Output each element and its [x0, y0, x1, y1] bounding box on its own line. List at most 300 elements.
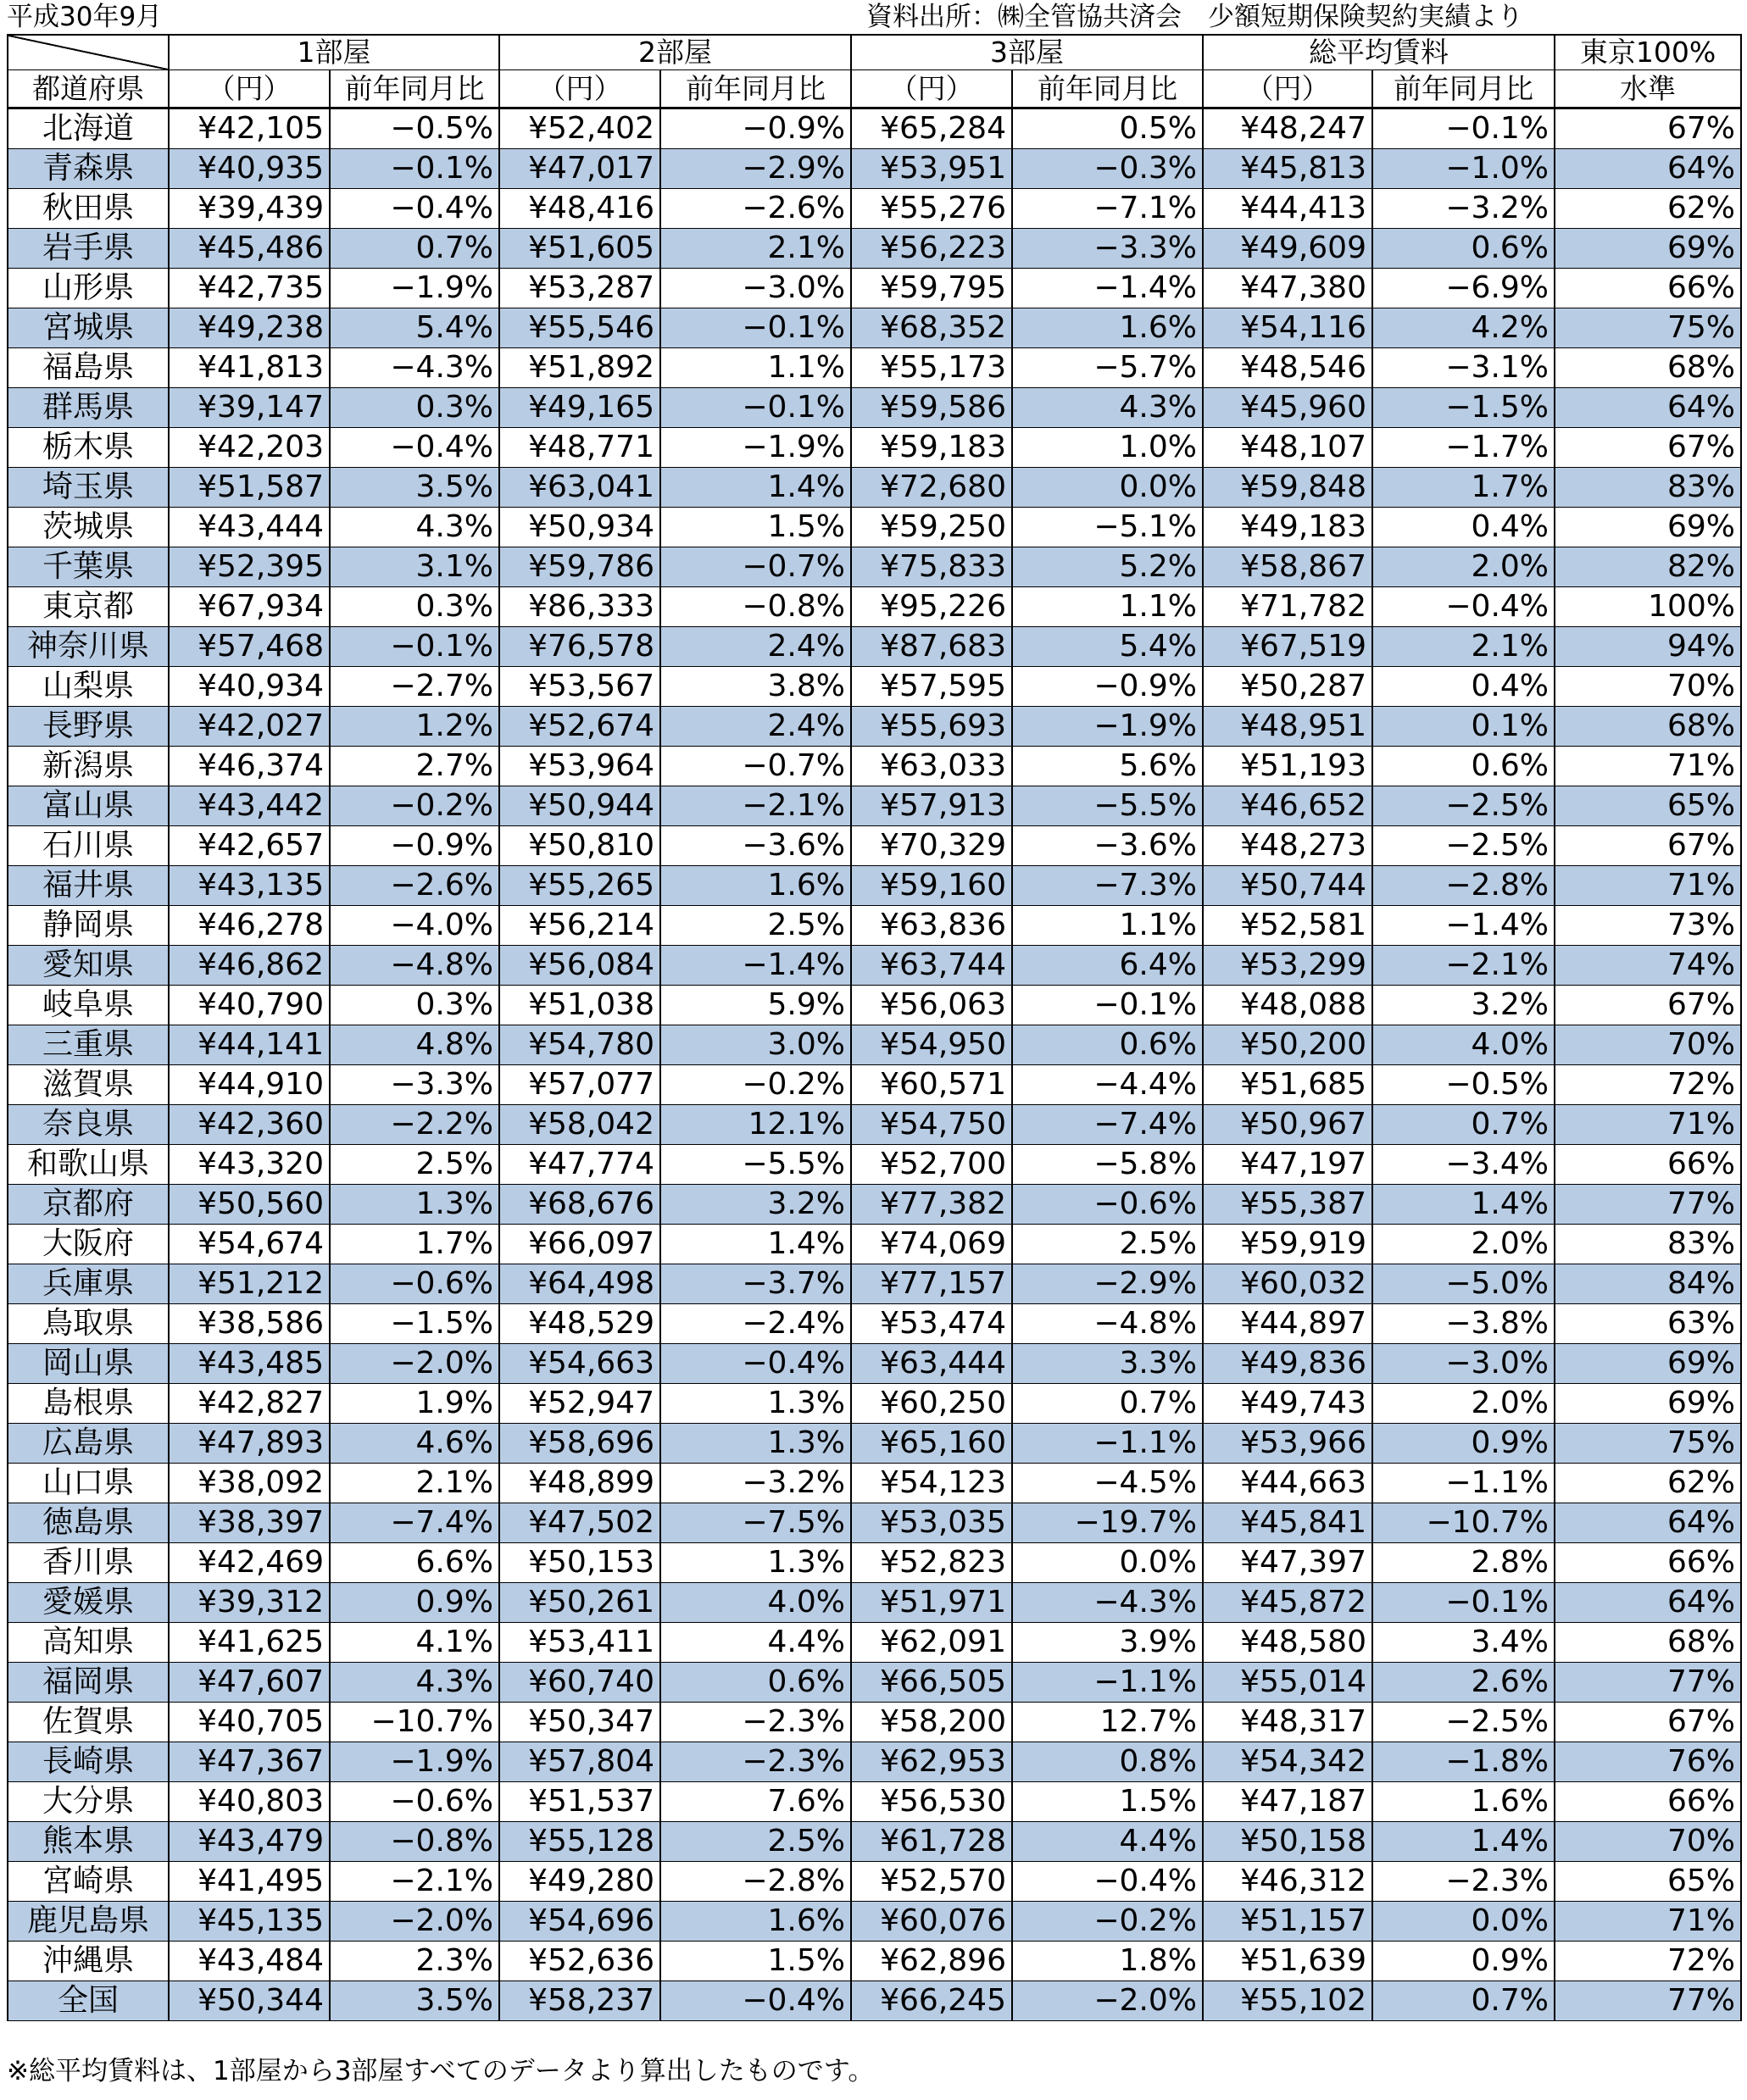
- value-cell: 0.7%: [1372, 1981, 1555, 2021]
- value-cell: −0.1%: [330, 149, 499, 189]
- value-cell: ¥52,636: [499, 1942, 660, 1981]
- table-row: [8, 986, 1741, 1025]
- value-cell: ¥59,795: [851, 269, 1012, 308]
- value-cell: 0.3%: [330, 587, 499, 627]
- value-cell: 0.6%: [1372, 229, 1555, 269]
- value-cell: ¥50,967: [1203, 1105, 1372, 1145]
- value-cell: ¥47,367: [169, 1742, 330, 1782]
- value-cell: 12.7%: [1012, 1703, 1203, 1742]
- value-cell: 2.1%: [330, 1464, 499, 1503]
- value-cell: 2.5%: [660, 906, 851, 946]
- value-cell: −4.0%: [330, 906, 499, 946]
- value-cell: ¥63,744: [851, 946, 1012, 986]
- table-row: [8, 149, 1741, 189]
- value-cell: −4.3%: [330, 348, 499, 388]
- value-cell: 65%: [1555, 1862, 1741, 1902]
- value-cell: 1.6%: [660, 866, 851, 906]
- prefecture-cell: 山口県: [8, 1464, 169, 1503]
- value-cell: ¥43,135: [169, 866, 330, 906]
- value-cell: ¥55,128: [499, 1822, 660, 1862]
- value-cell: −0.1%: [330, 627, 499, 667]
- value-cell: −2.1%: [1372, 946, 1555, 986]
- value-cell: ¥46,374: [169, 747, 330, 786]
- value-cell: 6.6%: [330, 1543, 499, 1583]
- value-cell: ¥57,468: [169, 627, 330, 667]
- value-cell: ¥44,663: [1203, 1464, 1372, 1503]
- value-cell: ¥43,320: [169, 1145, 330, 1185]
- value-cell: 0.0%: [1012, 468, 1203, 508]
- value-cell: 4.3%: [330, 1663, 499, 1703]
- value-cell: 0.4%: [1372, 508, 1555, 547]
- value-cell: 1.0%: [1012, 428, 1203, 468]
- value-cell: −2.5%: [1372, 826, 1555, 866]
- value-cell: −3.2%: [660, 1464, 851, 1503]
- value-cell: ¥47,774: [499, 1145, 660, 1185]
- value-cell: −2.6%: [660, 189, 851, 229]
- value-cell: 68%: [1555, 707, 1741, 747]
- value-cell: 77%: [1555, 1663, 1741, 1703]
- value-cell: 0.9%: [330, 1583, 499, 1623]
- value-cell: ¥50,158: [1203, 1822, 1372, 1862]
- value-cell: ¥60,571: [851, 1065, 1012, 1105]
- prefecture-cell: 沖縄県: [8, 1942, 169, 1981]
- table-row: [8, 108, 1741, 149]
- value-cell: 1.3%: [660, 1543, 851, 1583]
- value-cell: 73%: [1555, 906, 1741, 946]
- value-cell: 0.7%: [330, 229, 499, 269]
- table-row: [8, 1742, 1741, 1782]
- value-cell: ¥61,728: [851, 1822, 1012, 1862]
- value-cell: ¥49,183: [1203, 508, 1372, 547]
- value-cell: ¥45,841: [1203, 1503, 1372, 1543]
- value-cell: 1.6%: [660, 1902, 851, 1942]
- value-cell: ¥65,160: [851, 1424, 1012, 1464]
- value-cell: −3.6%: [1012, 826, 1203, 866]
- value-cell: ¥48,317: [1203, 1703, 1372, 1742]
- value-cell: ¥62,953: [851, 1742, 1012, 1782]
- value-cell: −0.3%: [1012, 149, 1203, 189]
- value-cell: 1.4%: [1372, 1185, 1555, 1225]
- value-cell: 2.5%: [660, 1822, 851, 1862]
- value-cell: ¥56,530: [851, 1782, 1012, 1822]
- value-cell: 2.0%: [1372, 547, 1555, 587]
- value-cell: −7.4%: [1012, 1105, 1203, 1145]
- value-cell: ¥49,609: [1203, 229, 1372, 269]
- value-cell: 1.1%: [1012, 587, 1203, 627]
- value-cell: 1.2%: [330, 707, 499, 747]
- value-cell: ¥67,519: [1203, 627, 1372, 667]
- value-cell: −3.2%: [1372, 189, 1555, 229]
- value-cell: 0.9%: [1372, 1942, 1555, 1981]
- value-cell: ¥47,187: [1203, 1782, 1372, 1822]
- value-cell: ¥67,934: [169, 587, 330, 627]
- prefecture-cell: 福井県: [8, 866, 169, 906]
- value-cell: −3.0%: [1372, 1344, 1555, 1384]
- value-cell: ¥60,250: [851, 1384, 1012, 1424]
- prefecture-cell: 茨城県: [8, 508, 169, 547]
- value-cell: 0.5%: [1012, 108, 1203, 149]
- value-cell: −1.5%: [1372, 388, 1555, 428]
- prefecture-cell: 熊本県: [8, 1822, 169, 1862]
- value-cell: 3.3%: [1012, 1344, 1203, 1384]
- value-cell: ¥48,088: [1203, 986, 1372, 1025]
- table-row: [8, 348, 1741, 388]
- value-cell: 67%: [1555, 428, 1741, 468]
- table-row: [8, 508, 1741, 547]
- value-cell: −0.8%: [330, 1822, 499, 1862]
- value-cell: 63%: [1555, 1304, 1741, 1344]
- table-row: [8, 786, 1741, 826]
- value-cell: ¥72,680: [851, 468, 1012, 508]
- value-cell: ¥50,560: [169, 1185, 330, 1225]
- table-row: [8, 826, 1741, 866]
- value-cell: ¥43,484: [169, 1942, 330, 1981]
- prefecture-cell: 広島県: [8, 1424, 169, 1464]
- value-cell: −0.2%: [660, 1065, 851, 1105]
- value-cell: 69%: [1555, 1344, 1741, 1384]
- value-cell: 0.9%: [1372, 1424, 1555, 1464]
- table-row: [8, 1065, 1741, 1105]
- value-cell: 1.5%: [660, 1942, 851, 1981]
- value-cell: ¥54,674: [169, 1225, 330, 1264]
- value-cell: ¥47,502: [499, 1503, 660, 1543]
- value-cell: 4.0%: [1372, 1025, 1555, 1065]
- prefecture-cell: 鹿児島県: [8, 1902, 169, 1942]
- prefecture-cell: 大分県: [8, 1782, 169, 1822]
- value-cell: 71%: [1555, 1902, 1741, 1942]
- value-cell: 0.8%: [1012, 1742, 1203, 1782]
- value-cell: −3.3%: [1012, 229, 1203, 269]
- table-row: [8, 1782, 1741, 1822]
- value-cell: ¥40,790: [169, 986, 330, 1025]
- value-cell: −0.5%: [1372, 1065, 1555, 1105]
- table-row: [8, 1025, 1741, 1065]
- value-cell: 64%: [1555, 1503, 1741, 1543]
- value-cell: ¥51,157: [1203, 1902, 1372, 1942]
- prefecture-cell: 青森県: [8, 149, 169, 189]
- value-cell: −4.4%: [1012, 1065, 1203, 1105]
- prefecture-cell: 岐阜県: [8, 986, 169, 1025]
- value-cell: 0.6%: [1372, 747, 1555, 786]
- value-cell: ¥44,413: [1203, 189, 1372, 229]
- rent-table: [7, 34, 1742, 2021]
- value-cell: 5.6%: [1012, 747, 1203, 786]
- value-cell: ¥45,135: [169, 1902, 330, 1942]
- value-cell: 1.4%: [660, 1225, 851, 1264]
- value-cell: ¥63,041: [499, 468, 660, 508]
- value-cell: 4.2%: [1372, 308, 1555, 348]
- value-cell: 0.4%: [1372, 667, 1555, 707]
- value-cell: ¥51,193: [1203, 747, 1372, 786]
- value-cell: ¥59,160: [851, 866, 1012, 906]
- table-row: [8, 667, 1741, 707]
- table-row: [8, 1503, 1741, 1543]
- value-cell: 2.6%: [1372, 1663, 1555, 1703]
- value-cell: 1.6%: [1012, 308, 1203, 348]
- value-cell: ¥43,444: [169, 508, 330, 547]
- value-cell: 67%: [1555, 1703, 1741, 1742]
- value-cell: −3.0%: [660, 269, 851, 308]
- value-cell: 66%: [1555, 1145, 1741, 1185]
- value-cell: −2.0%: [330, 1344, 499, 1384]
- value-cell: 0.3%: [330, 986, 499, 1025]
- value-cell: −5.8%: [1012, 1145, 1203, 1185]
- prefecture-cell: 埼玉県: [8, 468, 169, 508]
- prefecture-cell: 和歌山県: [8, 1145, 169, 1185]
- prefecture-cell: 新潟県: [8, 747, 169, 786]
- value-cell: −0.6%: [330, 1782, 499, 1822]
- value-cell: −0.1%: [1372, 108, 1555, 149]
- value-cell: 3.5%: [330, 1981, 499, 2021]
- value-cell: ¥50,287: [1203, 667, 1372, 707]
- value-cell: ¥51,537: [499, 1782, 660, 1822]
- value-cell: −5.7%: [1012, 348, 1203, 388]
- table-row: [8, 1344, 1741, 1384]
- value-cell: ¥55,173: [851, 348, 1012, 388]
- table-row: [8, 1384, 1741, 1424]
- value-cell: 83%: [1555, 468, 1741, 508]
- value-cell: ¥56,223: [851, 229, 1012, 269]
- value-cell: ¥55,014: [1203, 1663, 1372, 1703]
- value-cell: ¥47,017: [499, 149, 660, 189]
- value-cell: −7.1%: [1012, 189, 1203, 229]
- value-cell: ¥40,935: [169, 149, 330, 189]
- value-cell: ¥59,919: [1203, 1225, 1372, 1264]
- value-cell: 65%: [1555, 786, 1741, 826]
- value-cell: 74%: [1555, 946, 1741, 986]
- column-header: （円）: [851, 70, 1012, 108]
- value-cell: ¥59,786: [499, 547, 660, 587]
- table-row: [8, 1822, 1741, 1862]
- value-cell: ¥52,823: [851, 1543, 1012, 1583]
- prefecture-cell: 山形県: [8, 269, 169, 308]
- value-cell: −0.1%: [1012, 986, 1203, 1025]
- value-cell: ¥49,238: [169, 308, 330, 348]
- value-cell: 64%: [1555, 388, 1741, 428]
- value-cell: −4.8%: [1012, 1304, 1203, 1344]
- column-header: （円）: [169, 70, 330, 108]
- value-cell: ¥47,893: [169, 1424, 330, 1464]
- value-cell: ¥68,676: [499, 1185, 660, 1225]
- value-cell: −1.1%: [1012, 1424, 1203, 1464]
- value-cell: −7.5%: [660, 1503, 851, 1543]
- value-cell: ¥62,896: [851, 1942, 1012, 1981]
- value-cell: −2.7%: [330, 667, 499, 707]
- value-cell: ¥50,934: [499, 508, 660, 547]
- value-cell: −0.1%: [660, 388, 851, 428]
- value-cell: ¥53,474: [851, 1304, 1012, 1344]
- value-cell: ¥52,581: [1203, 906, 1372, 946]
- value-cell: ¥56,214: [499, 906, 660, 946]
- value-cell: ¥46,312: [1203, 1862, 1372, 1902]
- value-cell: −0.4%: [660, 1981, 851, 2021]
- value-cell: ¥59,250: [851, 508, 1012, 547]
- value-cell: ¥52,947: [499, 1384, 660, 1424]
- value-cell: ¥50,810: [499, 826, 660, 866]
- value-cell: −2.3%: [660, 1703, 851, 1742]
- value-cell: 4.6%: [330, 1424, 499, 1464]
- value-cell: 2.1%: [1372, 627, 1555, 667]
- value-cell: 2.5%: [330, 1145, 499, 1185]
- value-cell: ¥51,639: [1203, 1942, 1372, 1981]
- value-cell: ¥51,038: [499, 986, 660, 1025]
- value-cell: ¥59,848: [1203, 468, 1372, 508]
- value-cell: 2.0%: [1372, 1225, 1555, 1264]
- value-cell: −2.1%: [330, 1862, 499, 1902]
- prefecture-cell: 富山県: [8, 786, 169, 826]
- prefecture-cell: 長崎県: [8, 1742, 169, 1782]
- value-cell: ¥60,076: [851, 1902, 1012, 1942]
- value-cell: −0.1%: [660, 308, 851, 348]
- value-cell: ¥45,960: [1203, 388, 1372, 428]
- value-cell: ¥48,247: [1203, 108, 1372, 149]
- value-cell: 71%: [1555, 866, 1741, 906]
- value-cell: −5.1%: [1012, 508, 1203, 547]
- value-cell: 2.3%: [330, 1942, 499, 1981]
- value-cell: ¥50,261: [499, 1583, 660, 1623]
- value-cell: −3.1%: [1372, 348, 1555, 388]
- value-cell: −0.4%: [1372, 587, 1555, 627]
- value-cell: 1.8%: [1012, 1942, 1203, 1981]
- value-cell: ¥38,092: [169, 1464, 330, 1503]
- value-cell: −1.9%: [330, 1742, 499, 1782]
- value-cell: 1.3%: [660, 1424, 851, 1464]
- value-cell: 4.4%: [660, 1623, 851, 1663]
- value-cell: ¥66,505: [851, 1663, 1012, 1703]
- value-cell: 0.0%: [1372, 1902, 1555, 1942]
- value-cell: 69%: [1555, 229, 1741, 269]
- table-row: [8, 1145, 1741, 1185]
- value-cell: 72%: [1555, 1065, 1741, 1105]
- value-cell: −0.6%: [330, 1264, 499, 1304]
- value-cell: ¥54,750: [851, 1105, 1012, 1145]
- value-cell: 3.1%: [330, 547, 499, 587]
- value-cell: −2.3%: [660, 1742, 851, 1782]
- value-cell: 69%: [1555, 1384, 1741, 1424]
- value-cell: ¥56,063: [851, 986, 1012, 1025]
- table-row: [8, 1543, 1741, 1583]
- value-cell: ¥44,910: [169, 1065, 330, 1105]
- value-cell: 71%: [1555, 747, 1741, 786]
- value-cell: ¥46,862: [169, 946, 330, 986]
- value-cell: −1.4%: [1372, 906, 1555, 946]
- value-cell: ¥41,495: [169, 1862, 330, 1902]
- value-cell: ¥53,411: [499, 1623, 660, 1663]
- data-source: 資料出所：㈱全管協共済会 少額短期保険契約実績より: [866, 2, 1523, 32]
- value-cell: ¥50,347: [499, 1703, 660, 1742]
- value-cell: ¥63,444: [851, 1344, 1012, 1384]
- prefecture-cell: 兵庫県: [8, 1264, 169, 1304]
- value-cell: 75%: [1555, 308, 1741, 348]
- value-cell: −0.9%: [330, 826, 499, 866]
- value-cell: ¥62,091: [851, 1623, 1012, 1663]
- value-cell: ¥42,105: [169, 108, 330, 149]
- value-cell: ¥42,027: [169, 707, 330, 747]
- value-cell: ¥42,360: [169, 1105, 330, 1145]
- table-row: [8, 1663, 1741, 1703]
- value-cell: 3.0%: [660, 1025, 851, 1065]
- value-cell: 1.4%: [660, 468, 851, 508]
- value-cell: ¥43,442: [169, 786, 330, 826]
- prefecture-cell: 島根県: [8, 1384, 169, 1424]
- value-cell: ¥54,780: [499, 1025, 660, 1065]
- value-cell: ¥63,836: [851, 906, 1012, 946]
- value-cell: −1.8%: [1372, 1742, 1555, 1782]
- value-cell: ¥86,333: [499, 587, 660, 627]
- value-cell: ¥47,607: [169, 1663, 330, 1703]
- value-cell: ¥39,312: [169, 1583, 330, 1623]
- value-cell: −1.4%: [1012, 269, 1203, 308]
- value-cell: 1.5%: [660, 508, 851, 547]
- value-cell: ¥40,934: [169, 667, 330, 707]
- column-header: 前年同月比: [1372, 70, 1555, 108]
- value-cell: 0.3%: [330, 388, 499, 428]
- value-cell: 0.6%: [1012, 1025, 1203, 1065]
- value-cell: ¥48,580: [1203, 1623, 1372, 1663]
- value-cell: ¥54,116: [1203, 308, 1372, 348]
- value-cell: −0.9%: [660, 108, 851, 149]
- value-cell: 12.1%: [660, 1105, 851, 1145]
- value-cell: −0.4%: [330, 428, 499, 468]
- value-cell: 5.9%: [660, 986, 851, 1025]
- value-cell: −2.8%: [660, 1862, 851, 1902]
- value-cell: −10.7%: [330, 1703, 499, 1742]
- table-row: [8, 707, 1741, 747]
- table-row: [8, 189, 1741, 229]
- value-cell: 3.2%: [1372, 986, 1555, 1025]
- value-cell: ¥56,084: [499, 946, 660, 986]
- table-row: [8, 1185, 1741, 1225]
- value-cell: ¥39,147: [169, 388, 330, 428]
- prefecture-cell: 滋賀県: [8, 1065, 169, 1105]
- column-header: 前年同月比: [330, 70, 499, 108]
- value-cell: 69%: [1555, 508, 1741, 547]
- prefecture-cell: 山梨県: [8, 667, 169, 707]
- value-cell: 0.0%: [1012, 1543, 1203, 1583]
- value-cell: ¥41,813: [169, 348, 330, 388]
- value-cell: 5.2%: [1012, 547, 1203, 587]
- value-cell: −2.5%: [1372, 786, 1555, 826]
- value-cell: −2.0%: [1012, 1981, 1203, 2021]
- value-cell: 68%: [1555, 1623, 1741, 1663]
- value-cell: 1.5%: [1012, 1782, 1203, 1822]
- value-cell: ¥51,971: [851, 1583, 1012, 1623]
- prefecture-cell: 宮城県: [8, 308, 169, 348]
- prefecture-cell: 岡山県: [8, 1344, 169, 1384]
- prefecture-cell: 三重県: [8, 1025, 169, 1065]
- table-row: [8, 547, 1741, 587]
- value-cell: ¥45,872: [1203, 1583, 1372, 1623]
- table-row: [8, 1902, 1741, 1942]
- value-cell: ¥87,683: [851, 627, 1012, 667]
- value-cell: ¥48,107: [1203, 428, 1372, 468]
- prefecture-cell: 京都府: [8, 1185, 169, 1225]
- table-row: [8, 1862, 1741, 1902]
- value-cell: 66%: [1555, 269, 1741, 308]
- value-cell: −2.1%: [660, 786, 851, 826]
- prefecture-cell: 香川県: [8, 1543, 169, 1583]
- value-cell: −1.5%: [330, 1304, 499, 1344]
- value-cell: 1.7%: [330, 1225, 499, 1264]
- value-cell: 71%: [1555, 1105, 1741, 1145]
- value-cell: 75%: [1555, 1424, 1741, 1464]
- value-cell: 0.7%: [1012, 1384, 1203, 1424]
- table-row: [8, 1981, 1741, 2021]
- value-cell: ¥58,696: [499, 1424, 660, 1464]
- prefecture-cell: 福島県: [8, 348, 169, 388]
- value-cell: ¥58,237: [499, 1981, 660, 2021]
- column-header: （円）: [499, 70, 660, 108]
